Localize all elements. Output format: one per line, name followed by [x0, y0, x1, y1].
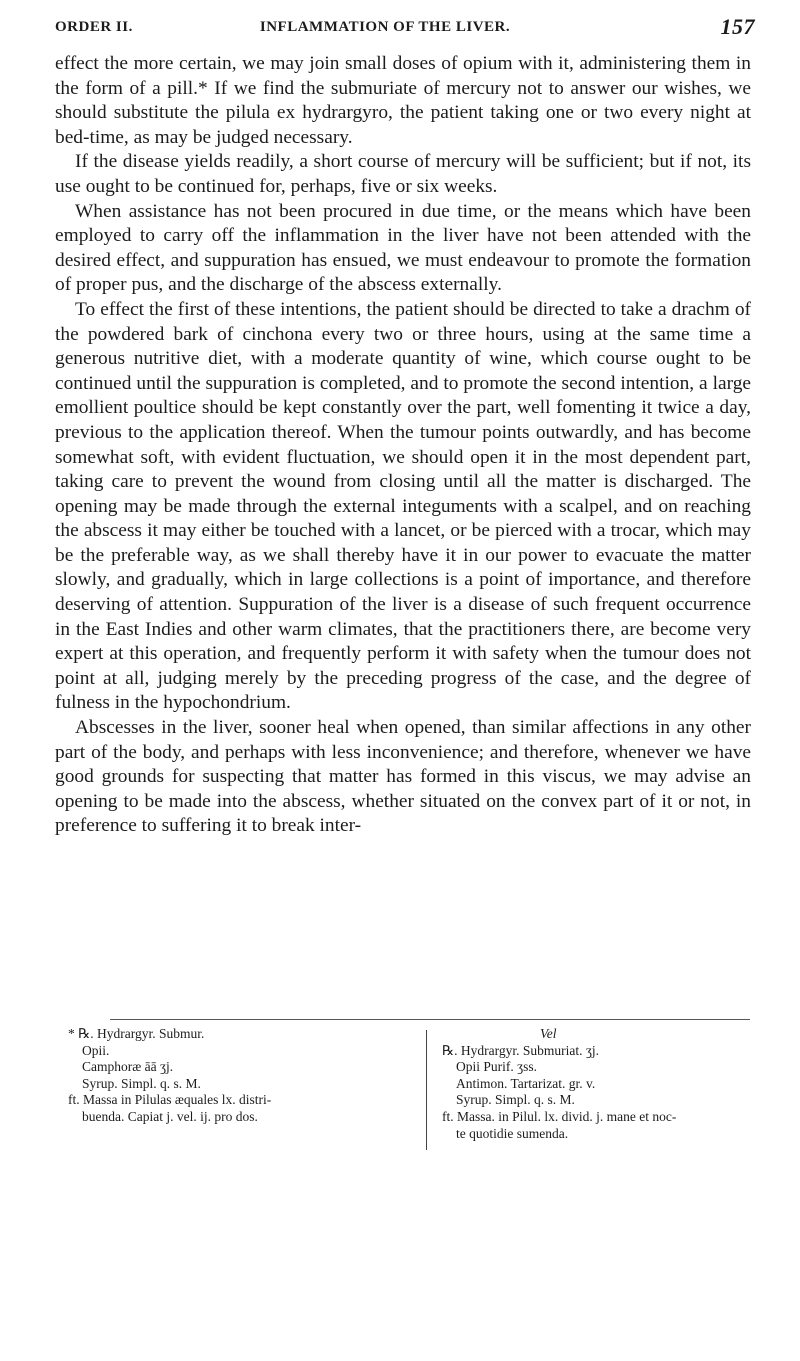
footnote-line: ℞. Hydrargyr. Submuriat. ʒj.: [442, 1042, 599, 1058]
footnote-left-prescription: [68, 1026, 388, 1126]
main-text: [55, 52, 751, 839]
running-header: [55, 14, 755, 40]
paragraph: To effect the first of these intentions, the patient should be directed to take a drachm of the powdered bark of cinchona every two or three hours, using at the same time a generous nutritive diet, with a moderate quantity of wine, which course ought to be continued until the suppuration is completed, and to promote the second intention, a large emollient poultice should be kept constantly over the part, well fomenting it twice a day, previous to the application thereof. When the tumour points outwardly, and has become somewhat soft, with evident fluctuation, we should open it in the most dependent part, taking care to prevent the wound from closing until all the matter is discharged. The opening may be made through the external integuments with a scalpel, and on reaching the abscess it may either be touched with a lancet, or be pierced with a trocar, which may be the preferable way, as we shall thereby have it in our power to evacuate the matter slowly, and gradually, which in large collections is a point of importance, and therefore deserving of attention. Suppuration of the liver is a disease of such frequent occurrence in the East Indies and other warm climates, that the practitioners there, are become very expert at this operation, and frequently perform it with safety when the tumour does not point at all, judging merely by the preceding progress of the case, and the degree of fulness in the hypochondrium.: [55, 298, 751, 714]
paragraph: effect the more certain, we may join small doses of opium with it, administering them in the form of a pill.* If we find the submuriate of mercury not to answer our wishes, we should substitute the pilula ex hydrargyro, the patient taking one or two every night at bed-time, as may be judged necessary.: [55, 53, 751, 148]
footnote-vel: Vel: [540, 1026, 557, 1041]
paragraph: Abscesses in the liver, sooner heal when opened, than similar affections in any other part of the body, and perhaps with less inconvenience; and therefore, whenever we have good grounds for suspecting that matter has formed in this viscus, we may advise an opening to be made into the abscess, whether situated on the convex part of it or not, in preference to suffering it to break inter-: [55, 717, 751, 837]
footnote-line: Opii.: [82, 1042, 110, 1058]
footnote-line: Antimon. Tartarizat. gr. v.: [456, 1075, 596, 1091]
header-order: ORDER II.: [55, 19, 133, 35]
page-number: 157: [720, 14, 755, 39]
footnote-line: ft. Massa. in Pilul. lx. divid. j. mane et noc-: [442, 1108, 677, 1124]
footnote-line: buenda. Capiat j. vel. ij. pro dos.: [82, 1108, 258, 1124]
footnote-line: * ℞. Hydrargyr. Submur.: [68, 1026, 205, 1041]
footnote-line: te quotidie sumenda.: [456, 1125, 569, 1141]
footnote-line: Syrup. Simpl. q. s. M.: [456, 1092, 575, 1108]
footnote-right-prescription: [442, 1026, 754, 1142]
footnote-column-divider: [426, 1030, 427, 1150]
footnote-line: ft. Massa in Pilulas æquales lx. distri-: [68, 1092, 272, 1108]
footnote-line: Syrup. Simpl. q. s. M.: [82, 1075, 201, 1091]
header-title: INFLAMMATION OF THE LIVER.: [259, 19, 511, 35]
paragraph: When assistance has not been procured in due time, or the means which have been employed to carry off the inflammation in the liver have not been attended with the desired effect, and suppuration has ensued, we must endeavour to promote the formation of proper pus, and the discharge of the abscess externally.: [55, 200, 751, 296]
paragraph: If the disease yields readily, a short course of mercury will be sufficient; but if not, its use ought to be continued for, perhaps, five or six weeks.: [55, 151, 751, 197]
footnotes: [68, 1026, 754, 1141]
footnote-line: Camphoræ āā ʒj.: [82, 1059, 174, 1075]
footnote-rule: [110, 1019, 750, 1020]
footnote-line: Opii Purif. ʒss.: [456, 1059, 537, 1075]
